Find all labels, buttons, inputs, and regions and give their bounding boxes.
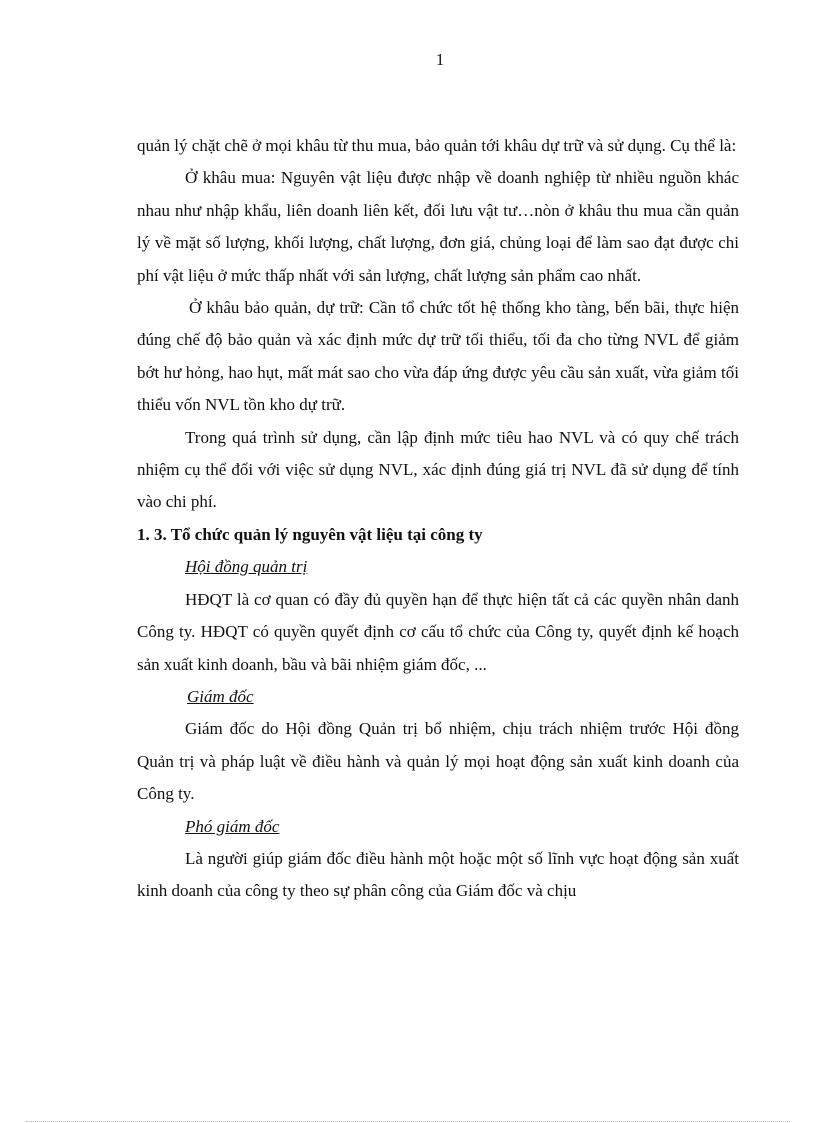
- document-body: [137, 130, 739, 908]
- page-bottom-divider: [26, 1121, 790, 1122]
- subheading-deputy-director: Phó giám đốc: [185, 816, 280, 836]
- page-number: 1: [435, 50, 445, 69]
- section-heading: 1. 3. Tổ chức quản lý nguyên vật liệu tại công ty: [137, 524, 483, 544]
- paragraph-deputy-director: Là người giúp giám đốc điều hành một hoặc một số lĩnh vực hoạt động sản xuất kinh doanh của công ty theo sự phân công của Giám đốc và chịu: [137, 848, 739, 901]
- paragraph-management-overview: quản lý chặt chẽ ở mọi khâu từ thu mua, bảo quản tới khâu dự trữ và sử dụng. Cụ thể là:: [137, 136, 737, 155]
- subheading-board: Hội đồng quản trị: [185, 557, 308, 577]
- paragraph-director: Giám đốc do Hội đồng Quản trị bổ nhiệm, chịu trách nhiệm trước Hội đồng Quản trị và pháp luật về điều hành và quản lý mọi hoạt động sản xuất kinh doanh của Công ty.: [137, 719, 739, 804]
- paragraph-board: HĐQT là cơ quan có đầy đủ quyền hạn để thực hiện tất cả các quyền nhân danh Công ty. HĐQT có quyền quyết định cơ cấu tổ chức của Công ty, quyết định kế hoạch sản xuất kinh doanh, bầu và bãi nhiệm giám đốc, ...: [137, 589, 739, 674]
- paragraph-usage-stage: Trong quá trình sử dụng, cần lập định mức tiêu hao NVL và có quy chế trách nhiệm cụ thể đối với việc sử dụng NVL, xác định đúng giá trị NVL đã sử dụng để tính vào chi phí.: [137, 427, 739, 512]
- paragraph-storage-stage: Ở khâu bảo quản, dự trữ: Cần tổ chức tốt hệ thống kho tàng, bến bãi, thực hiện đúng chế độ bảo quản và xác định mức dự trữ tối thiểu, tối đa cho từng NVL để giảm bớt hư hỏng, hao hụt, mất mát sao cho vừa đáp ứng được yêu cầu sản xuất, vừa giảm tối thiểu vốn NVL tồn kho dự trữ.: [137, 298, 739, 415]
- paragraph-purchasing-stage: Ở khâu mua: Nguyên vật liệu được nhập về doanh nghiệp từ nhiều nguồn khác nhau như nhập khẩu, liên doanh liên kết, đối lưu vật tư…nòn ở khâu thu mua cần quản lý về mặt số lượng, khối lượng, chất lượng, đơn giá, chủng loại để làm sao đạt được chi phí vật liệu ở mức thấp nhất với sản lượng, chất lượng sản phẩm cao nhất.: [137, 168, 739, 285]
- subheading-director: Giám đốc: [187, 686, 254, 706]
